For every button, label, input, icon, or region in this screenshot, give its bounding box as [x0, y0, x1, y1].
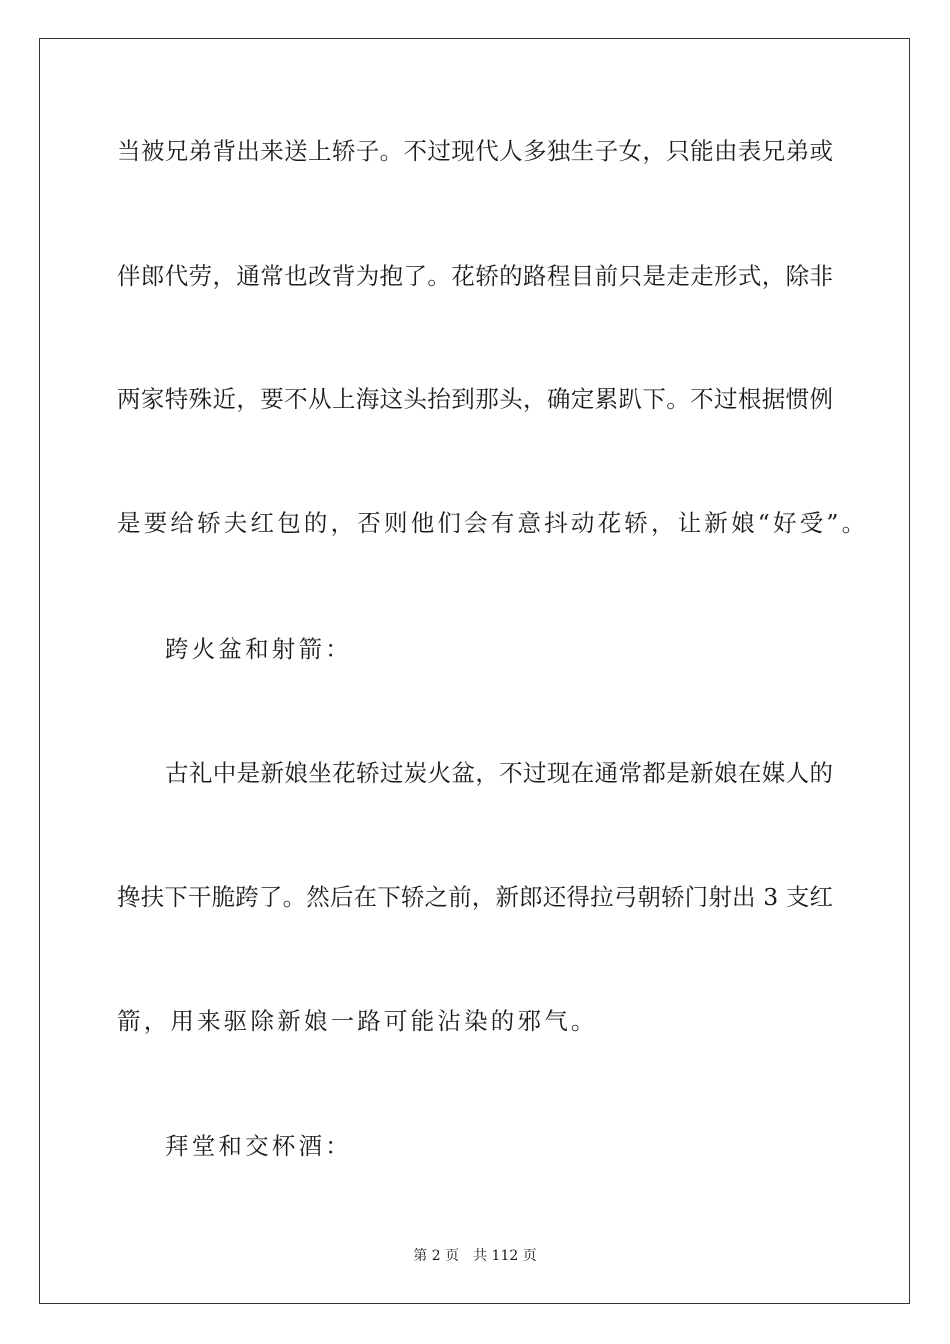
- body-text-line: 两家特殊近，要不从上海这头抬到那头，确定累趴下。不过根据惯例: [117, 385, 833, 413]
- section-heading: 拜堂和交杯酒：: [165, 1132, 352, 1160]
- body-text-line: 伴郎代劳，通常也改背为抱了。花轿的路程目前只是走走形式，除非: [117, 262, 833, 290]
- body-text-line: 箭，用来驱除新娘一路可能沾染的邪气。: [117, 1007, 598, 1035]
- body-text-line: 是要给轿夫红包的，否则他们会有意抖动花轿，让新娘“好受”。: [117, 509, 869, 537]
- body-text-line: 古礼中是新娘坐花轿过炭火盆，不过现在通常都是新娘在媒人的: [165, 759, 833, 787]
- page-footer: [0, 1246, 950, 1266]
- body-text-line: 当被兄弟背出来送上轿子。不过现代人多独生子女，只能由表兄弟或: [117, 137, 833, 165]
- page-total: 共 112 页: [473, 1248, 537, 1264]
- page-number: 第 2 页: [413, 1248, 460, 1264]
- body-text-line: 搀扶下干脆跨了。然后在下轿之前，新郎还得拉弓朝轿门射出 3 支红: [117, 883, 833, 911]
- section-heading: 跨火盆和射箭：: [165, 635, 352, 663]
- page-border: [39, 38, 910, 1304]
